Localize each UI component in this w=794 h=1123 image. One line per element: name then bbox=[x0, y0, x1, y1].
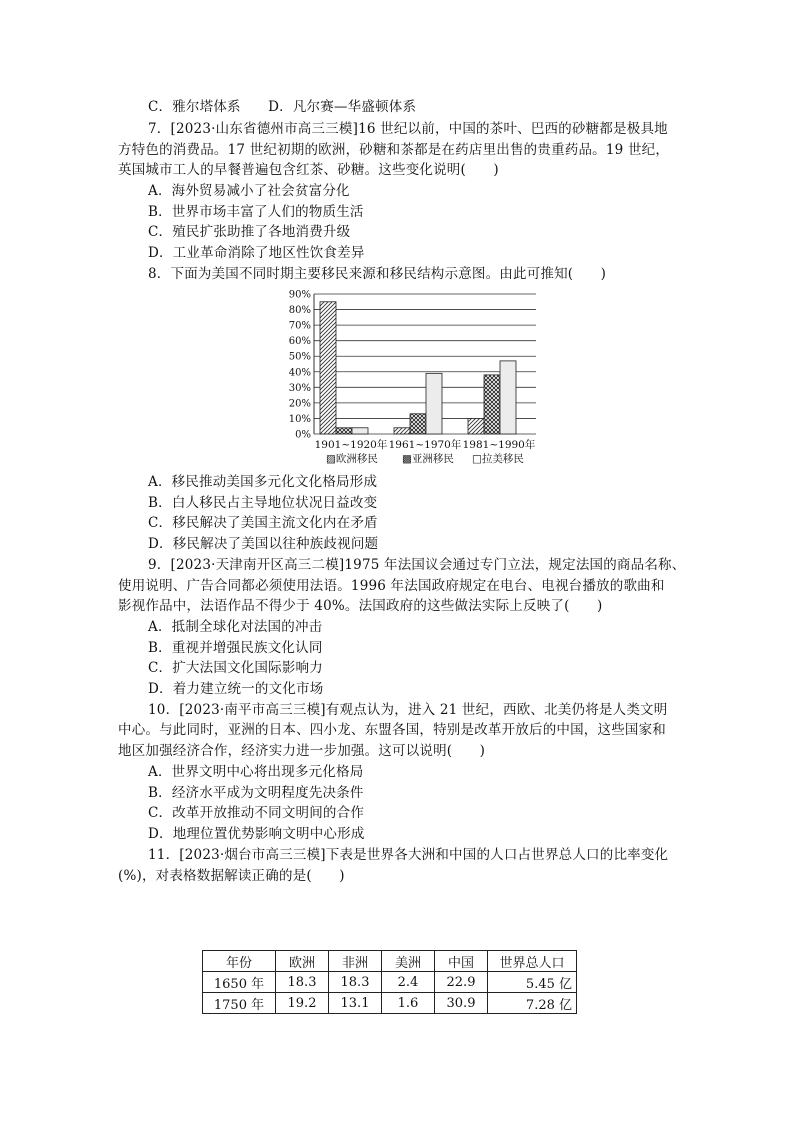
y-tick-label: 60% bbox=[288, 336, 311, 348]
question-10-text: 中心。与此同时，亚洲的日本、四小龙、东盟各国，特别是改革开放后的中国，这些国家和 bbox=[118, 722, 666, 738]
x-category-label: 1901~1920年 bbox=[314, 439, 388, 451]
option-b: B．世界市场丰富了人们的物质生活 bbox=[148, 204, 364, 220]
x-category-label: 1961~1970年 bbox=[388, 439, 462, 451]
question-7-text: 7．[2023·山东省德州市高三三模]16 世纪以前，中国的茶叶、巴西的砂糖都是极具地 bbox=[148, 121, 668, 137]
option-d: D．着力建立统一的文化市场 bbox=[148, 681, 324, 697]
table-cell: 7.28 亿 bbox=[488, 993, 577, 1014]
table-row bbox=[203, 993, 577, 1014]
table-header-cell: 世界总人口 bbox=[488, 951, 577, 972]
option-b: B．白人移民占主导地位状况日益改变 bbox=[148, 495, 378, 511]
table-cell: 1750 年 bbox=[203, 993, 276, 1014]
table-cell: 1.6 bbox=[382, 993, 435, 1014]
question-11-text: (%)，对表格数据解读正确的是( ) bbox=[118, 868, 345, 884]
table-cell: 5.45 亿 bbox=[488, 972, 577, 993]
y-tick-label: 50% bbox=[288, 351, 311, 363]
option-a: A．海外贸易减小了社会贫富分化 bbox=[148, 183, 350, 199]
x-category-label: 1981~1990年 bbox=[462, 439, 536, 451]
y-tick-label: 10% bbox=[288, 413, 311, 425]
legend-entry: ▩亚洲移民 bbox=[402, 453, 454, 465]
table-cell: 13.1 bbox=[329, 993, 382, 1014]
y-tick-label: 20% bbox=[288, 398, 311, 410]
legend-entry: □拉美移民 bbox=[472, 453, 524, 465]
option-a: A．移民推动美国多元化文化格局形成 bbox=[148, 474, 378, 490]
table-header-cell: 年份 bbox=[203, 951, 276, 972]
table-cell: 30.9 bbox=[435, 993, 488, 1014]
y-tick-label: 40% bbox=[288, 367, 311, 379]
option-d: D．工业革命消除了地区性饮食差异 bbox=[148, 245, 365, 261]
population-table bbox=[202, 950, 577, 1014]
question-9-text: 影视作品中，法语作品不得少于 40%。法国政府的这些做法实际上反映了( ) bbox=[118, 598, 603, 614]
question-9-text: 9．[2023·天津南开区高三二模]1975 年法国议会通过专门立法，规定法国的商品名称、 bbox=[148, 557, 686, 573]
option-c: C．移民解决了美国主流文化内在矛盾 bbox=[148, 515, 378, 531]
question-7-text: 英国城市工人的早餐普遍包含红茶、砂糖。这些变化说明( ) bbox=[118, 162, 499, 178]
table-cell: 19.2 bbox=[276, 993, 329, 1014]
option-d: D．移民解决了美国以往种族歧视问题 bbox=[148, 536, 379, 552]
option-c: C．殖民扩张助推了各地消费升级 bbox=[148, 224, 351, 240]
bar bbox=[352, 428, 368, 434]
table-cell: 1650 年 bbox=[203, 972, 276, 993]
y-tick-label: 0% bbox=[295, 429, 311, 441]
bar bbox=[320, 302, 336, 434]
legend-entry: ▨欧洲移民 bbox=[326, 453, 378, 465]
bar bbox=[394, 428, 410, 434]
table-header-cell: 中国 bbox=[435, 951, 488, 972]
option-b: B．重视并增强民族文化认同 bbox=[148, 640, 323, 656]
bar bbox=[500, 361, 516, 434]
table-cell: 2.4 bbox=[382, 972, 435, 993]
y-tick-label: 30% bbox=[288, 382, 311, 394]
table-cell: 18.3 bbox=[329, 972, 382, 993]
question-8-text: 8．下面为美国不同时期主要移民来源和移民结构示意图。由此可推知( ) bbox=[148, 266, 607, 282]
question-7-text: 方特色的消费品。17 世纪初期的欧洲，砂糖和茶都是在药店里出售的贵重药品。19 世纪， bbox=[118, 142, 670, 158]
option-c: C．扩大法国文化国际影响力 bbox=[148, 660, 323, 676]
table-header-row bbox=[203, 951, 577, 972]
bar bbox=[410, 414, 426, 434]
question-10-text: 地区加强经济合作，经济实力进一步加强。这可以说明( ) bbox=[118, 743, 486, 759]
option-a: A．世界文明中心将出现多元化格局 bbox=[148, 764, 364, 780]
bar bbox=[336, 428, 352, 434]
table-row bbox=[203, 972, 577, 993]
option-d: D．地理位置优势影响文明中心形成 bbox=[148, 826, 365, 842]
table-header-cell: 欧洲 bbox=[276, 951, 329, 972]
y-tick-label: 70% bbox=[288, 320, 311, 332]
immigration-bar-chart bbox=[280, 286, 550, 471]
option-c: C．改革开放推动不同文明间的合作 bbox=[148, 805, 365, 821]
bar bbox=[484, 375, 500, 434]
question-11-text: 11．[2023·烟台市高三三模]下表是世界各大洲和中国的人口占世界总人口的比率变化 bbox=[148, 847, 669, 863]
y-tick-label: 80% bbox=[288, 305, 311, 317]
table-header-cell: 非洲 bbox=[329, 951, 382, 972]
y-tick-label: 90% bbox=[288, 289, 311, 301]
bar bbox=[426, 373, 442, 434]
option-a: A．抵制全球化对法国的冲击 bbox=[148, 619, 323, 635]
option-line: C．雅尔塔体系 D．凡尔赛—华盛顿体系 bbox=[148, 99, 417, 115]
table-header-cell: 美洲 bbox=[382, 951, 435, 972]
option-b: B．经济水平成为文明程度先决条件 bbox=[148, 785, 364, 801]
question-10-text: 10．[2023·南平市高三三模]有观点认为，进入 21 世纪，西欧、北美仍将是人类文明 bbox=[148, 702, 668, 718]
table-cell: 18.3 bbox=[276, 972, 329, 993]
table-cell: 22.9 bbox=[435, 972, 488, 993]
bar bbox=[468, 418, 484, 434]
question-9-text: 使用说明、广告合同都必须使用法语。1996 年法国政府规定在电台、电视台播放的歌曲和 bbox=[118, 578, 665, 594]
